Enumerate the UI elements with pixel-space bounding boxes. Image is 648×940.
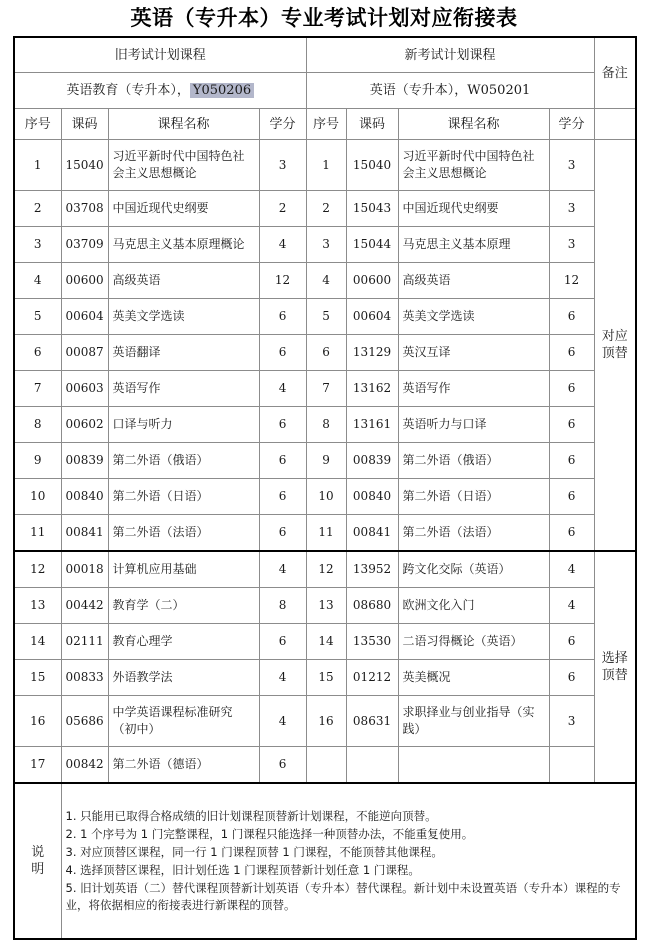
- cell-new-code: [346, 747, 398, 784]
- table-row: [14, 624, 636, 660]
- cell-old-seq: 15: [14, 660, 61, 696]
- cell-old-seq: 9: [14, 443, 61, 479]
- note-line-2: 2. 1 个序号为 1 门完整课程，1 门课程只能选择一种顶替办法，不能重复使用。: [65, 826, 474, 841]
- cell-old-name: 马克思主义基本原理概论: [108, 227, 259, 263]
- cell-old-name: 口译与听力: [108, 407, 259, 443]
- cell-old-name: 英语写作: [108, 371, 259, 407]
- cell-new-credits: 3: [549, 696, 594, 747]
- cell-old-code: 00442: [61, 588, 108, 624]
- cell-new-code: 15043: [346, 191, 398, 227]
- cell-old-code: 03708: [61, 191, 108, 227]
- table-row: [14, 660, 636, 696]
- cell-old-code: 00600: [61, 263, 108, 299]
- remark-cell-corresponding: 对应顶替: [594, 140, 636, 552]
- cell-new-code: 13952: [346, 551, 398, 588]
- old-major-label: 英语教育（专升本），: [66, 83, 190, 98]
- cell-old-code: 03709: [61, 227, 108, 263]
- cell-new-code: 13161: [346, 407, 398, 443]
- column-header-row: [14, 109, 636, 140]
- cell-old-credits: 6: [259, 515, 306, 552]
- cell-old-name: 英美文学选读: [108, 299, 259, 335]
- cell-new-name: 习近平新时代中国特色社会主义思想概论: [398, 140, 549, 191]
- cell-new-code: 00600: [346, 263, 398, 299]
- table-row: [14, 371, 636, 407]
- cell-old-seq: 7: [14, 371, 61, 407]
- cell-old-credits: 4: [259, 696, 306, 747]
- cell-old-seq: 12: [14, 551, 61, 588]
- cell-old-code: 15040: [61, 140, 108, 191]
- cell-old-code: 00603: [61, 371, 108, 407]
- new-plan-group-header: 新考试计划课程: [306, 37, 594, 73]
- cell-new-seq: 2: [306, 191, 346, 227]
- cell-new-credits: 6: [549, 515, 594, 552]
- cell-new-credits: 4: [549, 588, 594, 624]
- notes-label: [14, 783, 61, 939]
- cell-old-name: 中学英语课程标准研究（初中）: [108, 696, 259, 747]
- cell-new-credits: 4: [549, 551, 594, 588]
- cell-new-credits: 6: [549, 479, 594, 515]
- cell-new-code: 13162: [346, 371, 398, 407]
- cell-new-seq: 9: [306, 443, 346, 479]
- cell-old-name: 英语翻译: [108, 335, 259, 371]
- cell-new-name: 第二外语（法语）: [398, 515, 549, 552]
- cell-new-seq: 13: [306, 588, 346, 624]
- cell-old-seq: 2: [14, 191, 61, 227]
- table-row: [14, 588, 636, 624]
- column-header-old-name: 课程名称: [108, 109, 259, 140]
- notes-body: [61, 783, 636, 939]
- cell-new-code: 13129: [346, 335, 398, 371]
- cell-new-credits: 6: [549, 660, 594, 696]
- cell-old-name: 第二外语（俄语）: [108, 443, 259, 479]
- cell-old-seq: 5: [14, 299, 61, 335]
- cell-new-name: 第二外语（日语）: [398, 479, 549, 515]
- cell-new-credits: 6: [549, 371, 594, 407]
- table-row: [14, 443, 636, 479]
- cell-new-seq: [306, 747, 346, 784]
- cell-old-credits: 4: [259, 551, 306, 588]
- cell-new-seq: 3: [306, 227, 346, 263]
- cell-new-seq: 14: [306, 624, 346, 660]
- table-row: [14, 335, 636, 371]
- cell-new-seq: 11: [306, 515, 346, 552]
- cell-old-code: 00604: [61, 299, 108, 335]
- cell-old-code: 00087: [61, 335, 108, 371]
- remark-group-header: 备注: [594, 37, 636, 109]
- course-mapping-table: [13, 36, 637, 940]
- cell-new-seq: 15: [306, 660, 346, 696]
- table-row: [14, 227, 636, 263]
- table-row: [14, 515, 636, 552]
- notes-label-text: 说 明: [31, 845, 45, 877]
- table-row: [14, 263, 636, 299]
- cell-old-code: 05686: [61, 696, 108, 747]
- cell-new-name: 英语写作: [398, 371, 549, 407]
- cell-old-name: 第二外语（德语）: [108, 747, 259, 784]
- cell-old-name: 外语教学法: [108, 660, 259, 696]
- cell-new-code: 08631: [346, 696, 398, 747]
- note-line-1: 1. 只能用已取得合格成绩的旧计划课程顶替新计划课程，不能逆向顶替。: [65, 808, 437, 823]
- remark-cell-selective: 选择顶替: [594, 551, 636, 783]
- table-row: [14, 140, 636, 191]
- cell-old-code: 00839: [61, 443, 108, 479]
- column-header-old-seq: 序号: [14, 109, 61, 140]
- table-row: [14, 696, 636, 747]
- cell-new-code: 13530: [346, 624, 398, 660]
- cell-new-name: [398, 747, 549, 784]
- cell-old-credits: 3: [259, 140, 306, 191]
- cell-new-name: 第二外语（俄语）: [398, 443, 549, 479]
- column-header-remark-spacer: [594, 109, 636, 140]
- cell-new-name: 求职择业与创业指导（实践）: [398, 696, 549, 747]
- cell-old-code: 00841: [61, 515, 108, 552]
- cell-old-seq: 16: [14, 696, 61, 747]
- cell-new-name: 欧洲文化入门: [398, 588, 549, 624]
- cell-old-seq: 8: [14, 407, 61, 443]
- cell-new-name: 英美概况: [398, 660, 549, 696]
- cell-new-credits: 6: [549, 335, 594, 371]
- cell-new-credits: 6: [549, 299, 594, 335]
- cell-old-code: 02111: [61, 624, 108, 660]
- cell-new-code: 08680: [346, 588, 398, 624]
- column-header-old-code: 课码: [61, 109, 108, 140]
- cell-old-seq: 17: [14, 747, 61, 784]
- cell-new-seq: 4: [306, 263, 346, 299]
- cell-old-name: 中国近现代史纲要: [108, 191, 259, 227]
- cell-new-name: 中国近现代史纲要: [398, 191, 549, 227]
- cell-old-credits: 4: [259, 227, 306, 263]
- cell-old-name: 教育心理学: [108, 624, 259, 660]
- cell-new-seq: 10: [306, 479, 346, 515]
- old-plan-group-header: 旧考试计划课程: [14, 37, 306, 73]
- cell-old-seq: 13: [14, 588, 61, 624]
- note-line-3: 3. 对应顶替区课程，同一行 1 门课程顶替 1 门课程，不能顶替其他课程。: [65, 844, 443, 859]
- cell-new-name: 高级英语: [398, 263, 549, 299]
- cell-old-seq: 10: [14, 479, 61, 515]
- cell-new-seq: 1: [306, 140, 346, 191]
- cell-new-name: 英美文学选读: [398, 299, 549, 335]
- cell-old-seq: 3: [14, 227, 61, 263]
- cell-old-credits: 8: [259, 588, 306, 624]
- column-header-new-seq: 序号: [306, 109, 346, 140]
- cell-new-credits: 6: [549, 407, 594, 443]
- cell-old-credits: 6: [259, 443, 306, 479]
- table-container: [0, 36, 648, 940]
- note-line-5: 5. 旧计划英语（二）替代课程顶替新计划英语（专升本）替代课程。新计划中未设置英语（专升本）课程的专业，将依据相应的衔接表进行新课程的顶替。: [65, 880, 621, 912]
- cell-new-code: 00839: [346, 443, 398, 479]
- cell-new-name: 马克思主义基本原理: [398, 227, 549, 263]
- cell-new-code: 15044: [346, 227, 398, 263]
- cell-new-name: 英汉互译: [398, 335, 549, 371]
- cell-new-code: 00604: [346, 299, 398, 335]
- table-row: [14, 407, 636, 443]
- cell-old-credits: 12: [259, 263, 306, 299]
- table-row: [14, 191, 636, 227]
- cell-new-credits: 6: [549, 443, 594, 479]
- cell-old-seq: 6: [14, 335, 61, 371]
- table-row: [14, 551, 636, 588]
- cell-new-seq: 5: [306, 299, 346, 335]
- cell-old-credits: 6: [259, 299, 306, 335]
- cell-old-credits: 6: [259, 479, 306, 515]
- cell-old-credits: 6: [259, 747, 306, 784]
- notes-row: [14, 783, 636, 939]
- cell-new-name: 二语习得概论（英语）: [398, 624, 549, 660]
- cell-old-seq: 14: [14, 624, 61, 660]
- cell-old-code: 00833: [61, 660, 108, 696]
- cell-new-seq: 8: [306, 407, 346, 443]
- cell-old-credits: 6: [259, 407, 306, 443]
- table-row: [14, 479, 636, 515]
- cell-old-name: 习近平新时代中国特色社会主义思想概论: [108, 140, 259, 191]
- cell-new-code: 01212: [346, 660, 398, 696]
- cell-old-code: 00840: [61, 479, 108, 515]
- cell-new-credits: 3: [549, 140, 594, 191]
- cell-old-seq: 4: [14, 263, 61, 299]
- cell-old-code: 00018: [61, 551, 108, 588]
- cell-new-credits: [549, 747, 594, 784]
- cell-new-code: 15040: [346, 140, 398, 191]
- column-header-old-credits: 学分: [259, 109, 306, 140]
- cell-new-seq: 6: [306, 335, 346, 371]
- cell-new-credits: 6: [549, 624, 594, 660]
- cell-new-name: 跨文化交际（英语）: [398, 551, 549, 588]
- cell-old-name: 教育学（二）: [108, 588, 259, 624]
- note-line-4: 4. 选择顶替区课程，旧计划任选 1 门课程顶替新计划任意 1 门课程。: [65, 862, 420, 877]
- column-header-new-credits: 学分: [549, 109, 594, 140]
- table-body: [14, 37, 636, 939]
- cell-old-seq: 1: [14, 140, 61, 191]
- cell-old-name: 第二外语（日语）: [108, 479, 259, 515]
- column-header-new-name: 课程名称: [398, 109, 549, 140]
- cell-old-credits: 4: [259, 660, 306, 696]
- cell-new-seq: 12: [306, 551, 346, 588]
- cell-new-seq: 16: [306, 696, 346, 747]
- cell-new-code: 00840: [346, 479, 398, 515]
- page-title: 英语（专升本）专业考试计划对应衔接表: [130, 5, 518, 30]
- table-row: [14, 299, 636, 335]
- cell-new-credits: 12: [549, 263, 594, 299]
- cell-old-name: 第二外语（法语）: [108, 515, 259, 552]
- cell-old-credits: 6: [259, 624, 306, 660]
- cell-old-code: 00602: [61, 407, 108, 443]
- column-header-new-code: 课码: [346, 109, 398, 140]
- old-major-cell: [14, 73, 306, 109]
- cell-old-seq: 11: [14, 515, 61, 552]
- cell-old-code: 00842: [61, 747, 108, 784]
- group-header-row: [14, 37, 636, 73]
- cell-old-credits: 6: [259, 335, 306, 371]
- cell-new-credits: 3: [549, 227, 594, 263]
- table-row: [14, 747, 636, 784]
- cell-new-seq: 7: [306, 371, 346, 407]
- cell-old-name: 计算机应用基础: [108, 551, 259, 588]
- cell-new-name: 英语听力与口译: [398, 407, 549, 443]
- new-major-cell: 英语（专升本），W050201: [306, 73, 594, 109]
- cell-old-credits: 2: [259, 191, 306, 227]
- cell-old-name: 高级英语: [108, 263, 259, 299]
- cell-new-code: 00841: [346, 515, 398, 552]
- cell-new-credits: 3: [549, 191, 594, 227]
- cell-old-credits: 4: [259, 371, 306, 407]
- major-row: [14, 73, 636, 109]
- old-major-code-highlighted[interactable]: Y050206: [190, 83, 254, 98]
